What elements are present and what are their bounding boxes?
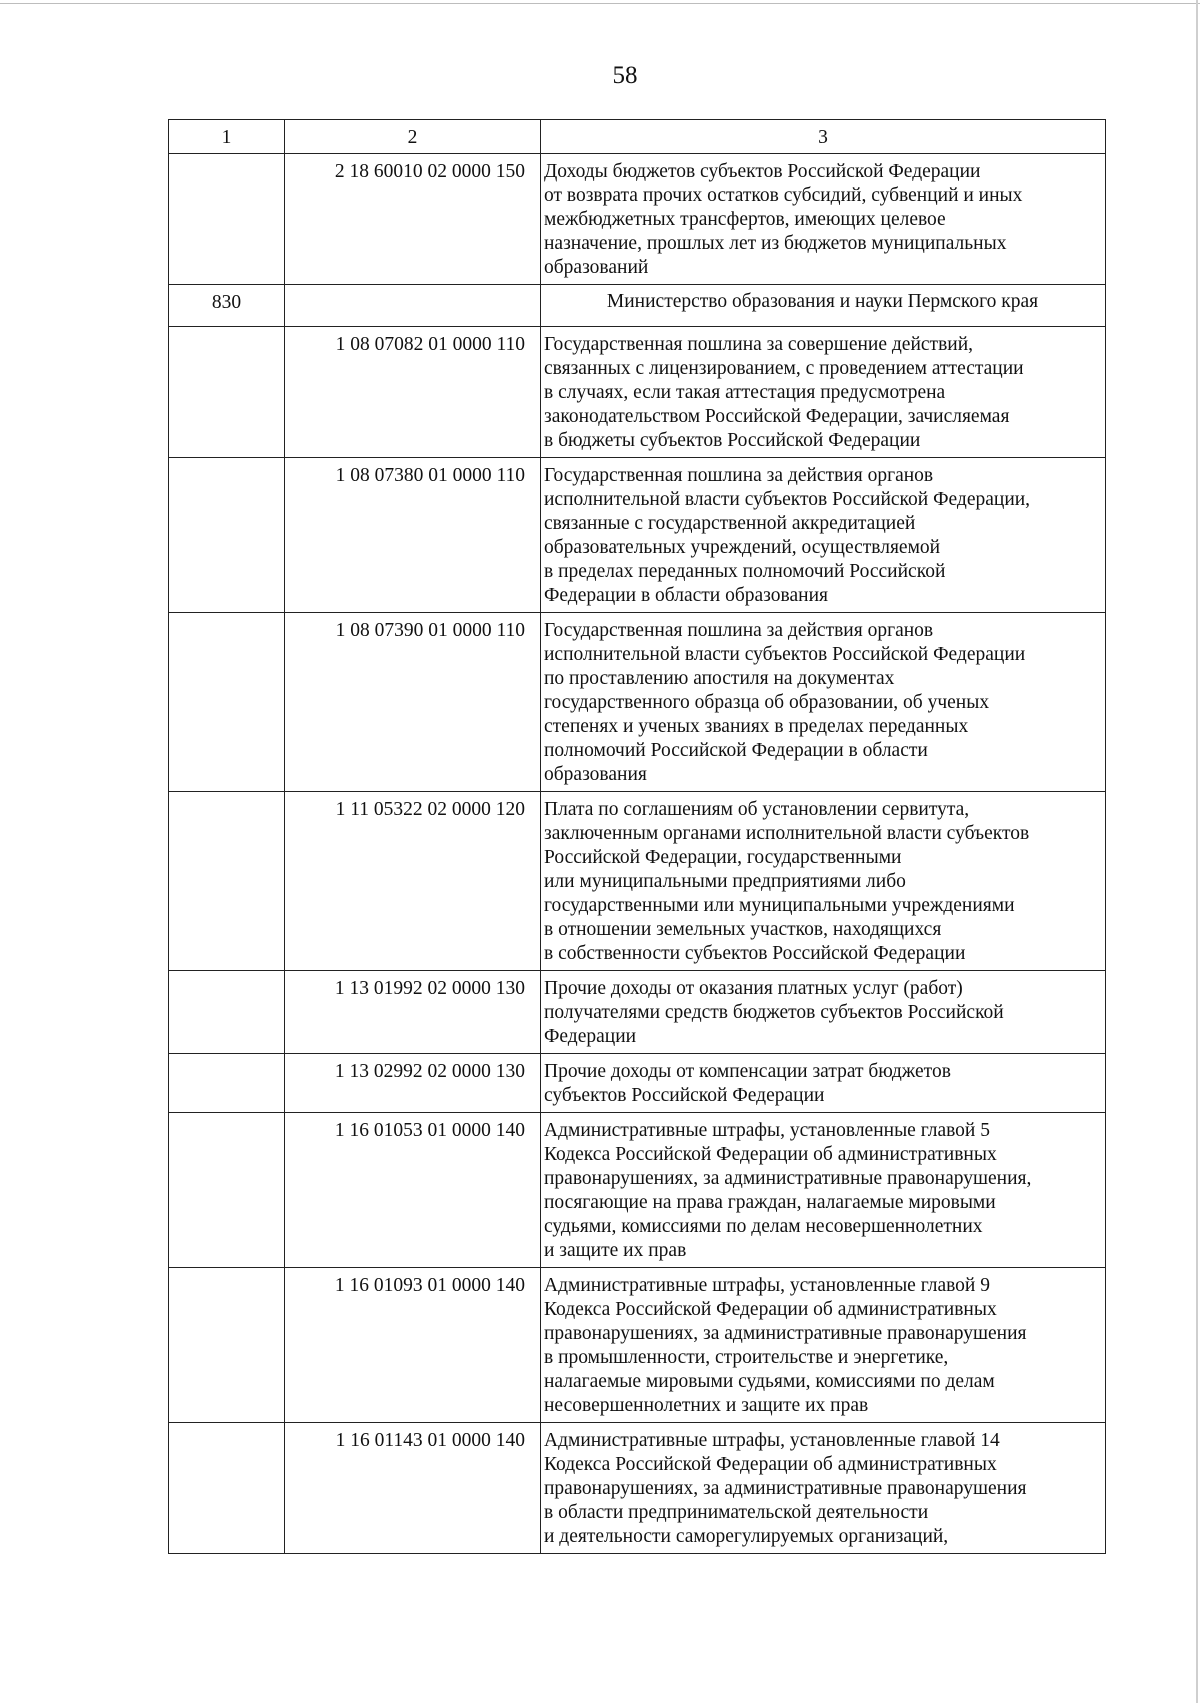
revenue-name-cell: Административные штрафы, установленные главой 5 Кодекса Российской Федерации об административных правонарушениях, за административные правонарушения, посягающие на права граждан, налагаемые мировыми судьями, комиссиями по делам несовершеннолетних и защите их прав bbox=[541, 1113, 1106, 1268]
admin-code-cell bbox=[169, 327, 285, 458]
revenue-name-cell: Прочие доходы от компенсации затрат бюджетов субъектов Российской Федерации bbox=[541, 1054, 1106, 1113]
admin-code-cell bbox=[169, 458, 285, 613]
admin-code-cell bbox=[169, 971, 285, 1054]
table-row bbox=[169, 458, 1106, 613]
header-cell-3: 3 bbox=[541, 120, 1106, 154]
page-number: 58 bbox=[612, 62, 638, 89]
table-header-row bbox=[169, 120, 1106, 154]
header-cell-2: 2 bbox=[285, 120, 541, 154]
revenue-name-cell: Плата по соглашениям об установлении сервитута, заключенным органами исполнительной власти субъектов Российской Федерации, государственными или муниципальными предприятиями либо государственными или муниципальными учреждениями в отношении земельных участков, находящихся в собственности субъектов Российской Федерации bbox=[541, 792, 1106, 971]
budget-code-cell: 1 08 07380 01 0000 110 bbox=[285, 458, 541, 613]
admin-code-cell bbox=[169, 154, 285, 285]
budget-code-cell bbox=[285, 285, 541, 327]
admin-code-cell: 830 bbox=[169, 285, 285, 327]
table-row bbox=[169, 285, 1106, 327]
revenue-name-cell: Административные штрафы, установленные главой 9 Кодекса Российской Федерации об административных правонарушениях, за административные правонарушения в промышленности, строительстве и энергетике, налагаемые мировыми судьями, комиссиями по делам несовершеннолетних и защите их прав bbox=[541, 1268, 1106, 1423]
admin-code-cell bbox=[169, 1423, 285, 1554]
budget-code-cell: 1 16 01093 01 0000 140 bbox=[285, 1268, 541, 1423]
table-row bbox=[169, 154, 1106, 285]
scan-edge-top bbox=[0, 3, 1200, 4]
budget-code-cell: 1 16 01053 01 0000 140 bbox=[285, 1113, 541, 1268]
revenue-name-cell: Доходы бюджетов субъектов Российской Федерации от возврата прочих остатков субсидий, субвенций и иных межбюджетных трансфертов, имеющих целевое назначение, прошлых лет из бюджетов муниципальных образований bbox=[541, 154, 1106, 285]
table-row bbox=[169, 1268, 1106, 1423]
admin-code-cell bbox=[169, 613, 285, 792]
admin-code-cell bbox=[169, 792, 285, 971]
revenue-name-cell: Административные штрафы, установленные главой 14 Кодекса Российской Федерации об административных правонарушениях, за административные правонарушения в области предпринимательской деятельности и деятельности саморегулируемых организаций, bbox=[541, 1423, 1106, 1554]
revenue-name-cell: Государственная пошлина за действия органов исполнительной власти субъектов Российской Федерации по проставлению апостиля на документах государственного образца об образовании, об ученых степенях и ученых званиях в пределах переданных полномочий Российской Федерации в области образования bbox=[541, 613, 1106, 792]
admin-code-cell bbox=[169, 1268, 285, 1423]
budget-code-cell: 1 13 02992 02 0000 130 bbox=[285, 1054, 541, 1113]
budget-code-cell: 1 16 01143 01 0000 140 bbox=[285, 1423, 541, 1554]
table-row bbox=[169, 971, 1106, 1054]
budget-code-cell: 1 13 01992 02 0000 130 bbox=[285, 971, 541, 1054]
header-cell-1: 1 bbox=[169, 120, 285, 154]
scan-edge-right bbox=[1196, 0, 1198, 1703]
ministry-name-cell: Министерство образования и науки Пермского края bbox=[541, 285, 1106, 327]
table-row bbox=[169, 1113, 1106, 1268]
table-row bbox=[169, 327, 1106, 458]
table-row bbox=[169, 1423, 1106, 1554]
table-row bbox=[169, 613, 1106, 792]
admin-code-cell bbox=[169, 1054, 285, 1113]
revenue-codes-table bbox=[168, 119, 1106, 1554]
budget-code-cell: 1 08 07082 01 0000 110 bbox=[285, 327, 541, 458]
admin-code-cell bbox=[169, 1113, 285, 1268]
budget-code-cell: 1 08 07390 01 0000 110 bbox=[285, 613, 541, 792]
budget-code-cell: 2 18 60010 02 0000 150 bbox=[285, 154, 541, 285]
budget-code-cell: 1 11 05322 02 0000 120 bbox=[285, 792, 541, 971]
revenue-name-cell: Государственная пошлина за действия органов исполнительной власти субъектов Российской Федерации, связанные с государственной аккредитацией образовательных учреждений, осуществляемой в пределах переданных полномочий Российской Федерации в области образования bbox=[541, 458, 1106, 613]
revenue-name-cell: Прочие доходы от оказания платных услуг (работ) получателями средств бюджетов субъектов Российской Федерации bbox=[541, 971, 1106, 1054]
table-row bbox=[169, 792, 1106, 971]
table-row bbox=[169, 1054, 1106, 1113]
revenue-name-cell: Государственная пошлина за совершение действий, связанных с лицензированием, с проведением аттестации в случаях, если такая аттестация предусмотрена законодательством Российской Федерации, зачисляемая в бюджеты субъектов Российской Федерации bbox=[541, 327, 1106, 458]
